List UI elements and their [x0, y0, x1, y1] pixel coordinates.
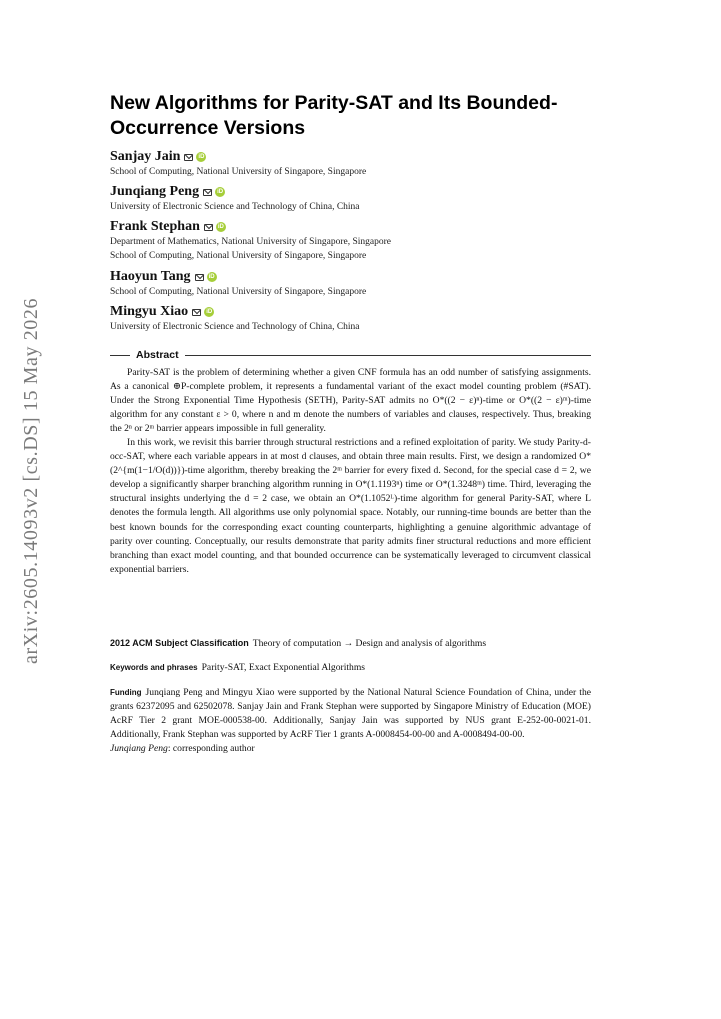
envelope-icon[interactable] [203, 189, 212, 196]
funding-text: Junqiang Peng and Mingyu Xiao were supported by the National Natural Science Foundation of China, under the grants 62372095 and 62502078. Sanjay Jain and Frank Stephan were supported by Singapore Ministry of Education (MOE) AcRF Tier 2 grant MOE-000538-00. Additionally, Sanjay Jain was supported by NUS grant E-252-00-0021-01. Additionally, Frank Stephan was supported by AcRF Tier 1 grants A-0008454-00-00 and A-0008494-00-00. [110, 687, 591, 741]
paper-title: New Algorithms for Parity-SAT and Its Bounded-Occurrence Versions [110, 92, 558, 139]
orcid-icon[interactable]: iD [217, 224, 224, 230]
heading-rule-left [110, 355, 130, 356]
author-name: Frank Stephan [110, 219, 200, 234]
envelope-icon[interactable] [195, 274, 204, 281]
orcid-icon[interactable]: iD [208, 274, 215, 280]
funding-label: Funding [110, 688, 142, 697]
author-affiliation: University of Electronic Science and Technology of China, China [110, 322, 360, 332]
orcid-icon[interactable]: iD [198, 154, 205, 160]
abstract-label: Abstract [136, 349, 179, 361]
subject-classification [110, 636, 591, 651]
abstract-paragraph: In this work, we revisit this barrier through structural restrictions and a refined exploitation of parity. We study Parity-d-occ-SAT, where each variable appears in at most d clauses, and obtain three main results. First, we design a randomized O*(2^{m(1−1/O(d))})-time algorithm, thereby breaking the 2ᵐ barrier for every fixed d. Second, for the special case d = 2, we develop a significantly sharper branching algorithm running in O*(1.1193ⁿ) time or O*(1.3248ᵐ) time. Third, leveraging the structural insights underlying the d = 2 case, we obtain an O*(1.1052ᴸ)-time algorithm for general Parity-SAT, where L denotes the formula length. All algorithms use only polynomial space. Notably, our running-time bounds are better than the best known bounds for the corresponding exact counting counterparts, highlighting a genuine algorithmic advantage of parity over counting. Conceptually, our results demonstrate that parity admits finer structural reductions and more efficient branching than exact model counting, and that bounded occurrence can be systematically leveraged to circumvent classical exponential barriers. [110, 437, 591, 575]
abstract-paragraph: Parity-SAT is the problem of determining whether a given CNF formula has an odd number of satisfying assignments. As a canonical ⊕P-complete problem, it represents a fundamental variant of the exact model counting problem (#SAT). Under the Strong Exponential Time Hypothesis (SETH), Parity-SAT admits no O*((2 − ε)ⁿ)-time or O*((2 − ε)ᵐ)-time algorithm for any constant ε > 0, where n and m denote the numbers of variables and clauses, respectively. Thus, breaking the 2ⁿ or 2ᵐ barrier appears impossible in full generality. [110, 367, 591, 435]
author-block [110, 269, 600, 299]
author-block [110, 304, 600, 334]
corresponding-author-note: : corresponding author [167, 743, 255, 755]
envelope-icon[interactable] [184, 154, 193, 161]
author-affiliation: School of Computing, National University of Singapore, Singapore [110, 251, 367, 261]
abstract-heading [110, 348, 591, 362]
author-block [110, 149, 600, 179]
keywords-label: Keywords and phrases [110, 663, 198, 672]
author-affiliation: School of Computing, National University of Singapore, Singapore [110, 167, 367, 177]
keywords-value: Parity-SAT, Exact Exponential Algorithms [201, 662, 366, 673]
author-affiliation: School of Computing, National University of Singapore, Singapore [110, 287, 367, 297]
author-affiliation: Department of Mathematics, National University of Singapore, Singapore [110, 237, 391, 247]
envelope-icon[interactable] [204, 224, 213, 231]
envelope-icon[interactable] [192, 309, 201, 316]
funding [110, 686, 591, 756]
author-name: Mingyu Xiao [110, 304, 189, 319]
orcid-icon[interactable]: iD [206, 309, 213, 315]
author-block [110, 184, 600, 214]
orcid-icon[interactable]: iD [217, 189, 224, 195]
keywords [110, 661, 591, 675]
author-block [110, 219, 600, 263]
author-name: Haoyun Tang [110, 269, 191, 284]
heading-rule-right [185, 355, 591, 356]
arxiv-identifier-stamp: arXiv:2605.14093v2 [cs.DS] 15 May 2026 [20, 297, 42, 664]
classification-value: Theory of computation → Design and analysis of algorithms [252, 638, 487, 649]
corresponding-author-name: Junqiang Peng [110, 743, 168, 755]
author-name: Junqiang Peng [110, 184, 200, 199]
classification-label: 2012 ACM Subject Classification [110, 638, 249, 648]
author-affiliation: University of Electronic Science and Technology of China, China [110, 202, 360, 212]
abstract-body [110, 366, 591, 577]
author-name: Sanjay Jain [110, 149, 181, 164]
